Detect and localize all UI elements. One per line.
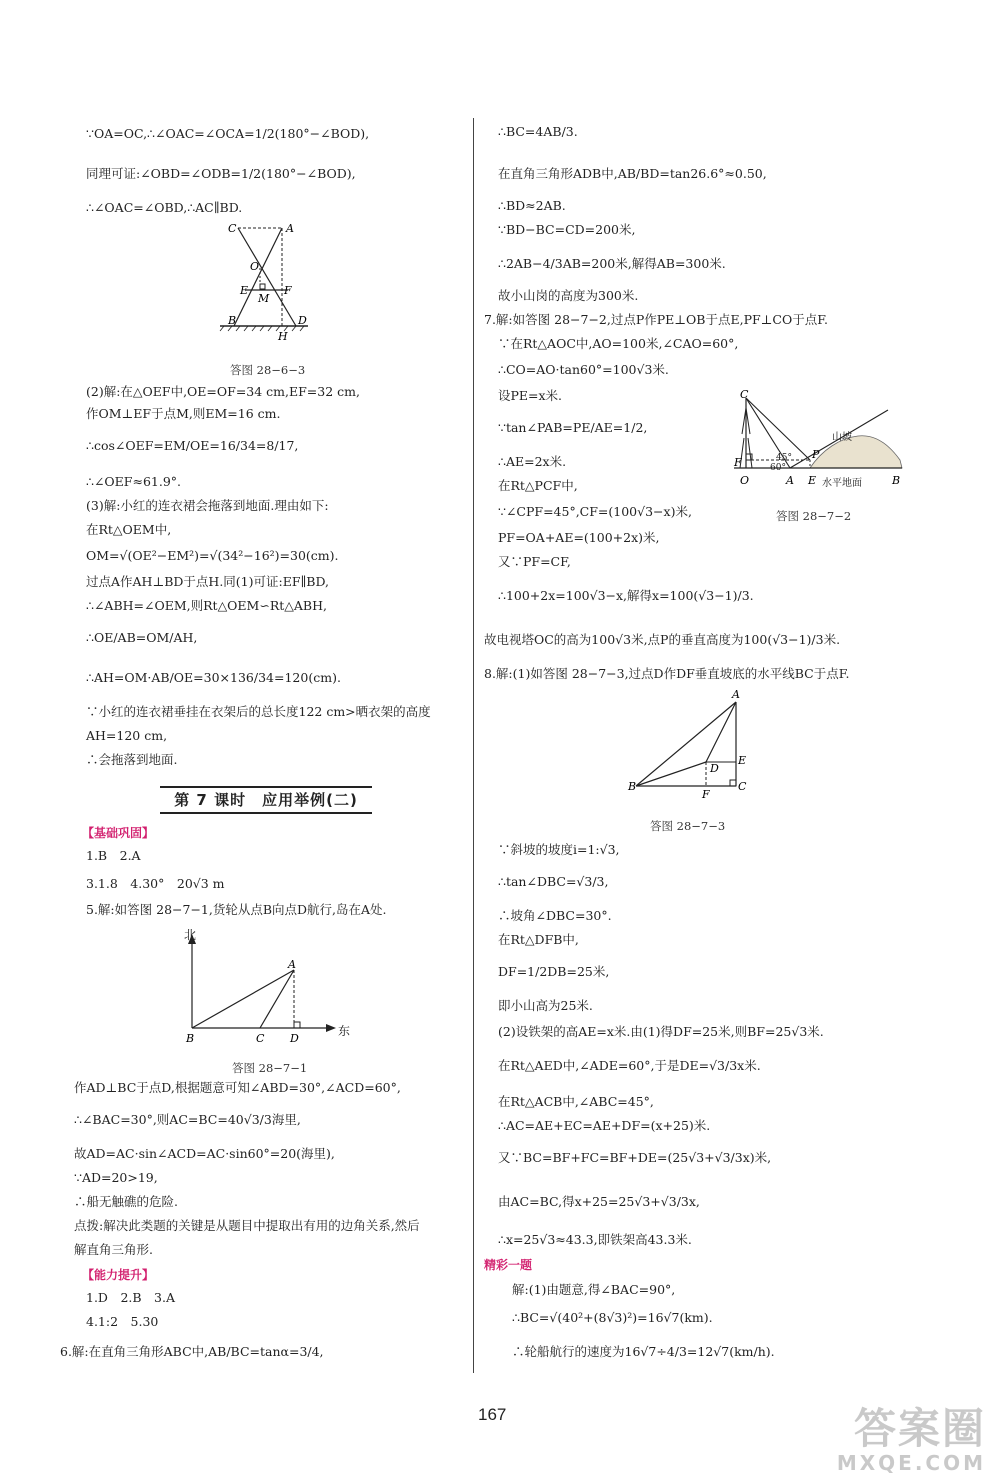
svg-text:H: H xyxy=(278,330,288,343)
svg-text:D: D xyxy=(290,1032,299,1045)
svg-text:M: M xyxy=(258,292,270,305)
text-line: ∴∠BAC=30°,则AC=BC=40√3/3海里, xyxy=(74,1112,301,1127)
text-line: 1.D 2.B 3.A xyxy=(86,1290,176,1305)
tag-ability: 【能力提升】 xyxy=(82,1268,155,1282)
svg-text:A: A xyxy=(732,688,740,701)
text-line: (3)解:小红的连衣裙会拖落到地面.理由如下: xyxy=(86,498,329,513)
text-line: 1.B 2.A xyxy=(86,848,141,863)
tag-highlight: 精彩一题 xyxy=(484,1258,533,1272)
text-line: ∵斜坡的坡度i=1:√3, xyxy=(498,842,620,857)
svg-text:D: D xyxy=(298,314,307,327)
figure-28-7-3 xyxy=(626,686,766,802)
text-line: 故电视塔OC的高为100√3米,点P的垂直高度为100(√3−1)/3米. xyxy=(484,632,841,647)
text-line: ∴会拖落到地面. xyxy=(86,752,178,767)
text-line: 故AD=AC·sin∠ACD=AC·sin60°=20(海里), xyxy=(74,1146,335,1161)
text-line: ∴x=25√3≈43.3,即铁架高43.3米. xyxy=(498,1232,692,1247)
text-line: 在Rt△AED中,∠ADE=60°,于是DE=√3/3x米. xyxy=(498,1058,761,1073)
svg-text:E: E xyxy=(738,754,747,767)
svg-text:D: D xyxy=(710,762,719,775)
ground-label: 水平地面 xyxy=(822,478,862,489)
text-line: 4.1:2 5.30 xyxy=(86,1314,159,1329)
text-line: 解直角三角形. xyxy=(74,1242,153,1257)
text-line: ∵∠CPF=45°,CF=(100√3−x)米, xyxy=(498,504,692,519)
text-line: ∴2AB−4/3AB=200米,解得AB=300米. xyxy=(498,256,726,271)
svg-text:A: A xyxy=(286,222,294,235)
text-line: (2)设铁架的高AE=x米.由(1)得DF=25米,则BF=25√3米. xyxy=(498,1024,824,1039)
svg-text:C: C xyxy=(228,222,237,235)
text-line: 作AD⊥BC于点D,根据题意可知∠ABD=30°,∠ACD=60°, xyxy=(74,1080,401,1095)
svg-text:B: B xyxy=(228,314,237,327)
watermark xyxy=(836,1404,986,1475)
text-line: ∴轮船航行的速度为16√7÷4/3=12√7(km/h). xyxy=(512,1344,775,1359)
text-line: 又∵PF=CF, xyxy=(498,554,571,569)
text-line: 解:(1)由题意,得∠BAC=90°, xyxy=(512,1282,676,1297)
section-title: 第 7 课时 应用举例(二) xyxy=(160,786,372,814)
text-line: 6.解:在直角三角形ABC中,AB/BC=tanα=3/4, xyxy=(60,1344,324,1359)
north-label: 北 xyxy=(184,928,197,942)
text-line: 在Rt△OEM中, xyxy=(86,522,172,537)
text-line: ∴∠OAC=∠OBD,∴AC∥BD. xyxy=(86,200,243,215)
text-line: ∴船无触礁的危险. xyxy=(74,1194,178,1209)
svg-text:O: O xyxy=(740,474,750,487)
svg-text:B: B xyxy=(186,1032,195,1045)
angle-60-label: 60° xyxy=(770,463,786,473)
figure-caption: 答图 28−6−3 xyxy=(230,363,306,377)
svg-text:B: B xyxy=(628,780,637,793)
figure-28-7-2 xyxy=(730,388,906,490)
svg-text:C: C xyxy=(740,388,749,401)
text-line: ∵AD=20>19, xyxy=(74,1170,158,1185)
text-line: 在Rt△DFB中, xyxy=(498,932,579,947)
text-line: OM=√(OE²−EM²)=√(34²−16²)=30(cm). xyxy=(86,548,339,563)
text-line: ∵tan∠PAB=PE/AE=1/2, xyxy=(498,420,648,435)
text-line: ∴AE=2x米. xyxy=(498,454,567,469)
svg-text:F: F xyxy=(284,284,292,297)
text-line: ∴tan∠DBC=√3/3, xyxy=(498,874,609,889)
svg-text:E: E xyxy=(240,284,249,297)
text-line: ∵BD−BC=CD=200米, xyxy=(498,222,636,237)
text-line: ∴AH=OM·AB/OE=30×136/34=120(cm). xyxy=(86,670,341,685)
svg-text:A: A xyxy=(288,958,296,971)
mountain-label: 山坡 xyxy=(832,432,852,443)
text-line: ∴BC=4AB/3. xyxy=(498,124,578,139)
text-line: ∵OA=OC,∴∠OAC=∠OCA=1/2(180°−∠BOD), xyxy=(86,126,370,141)
text-line: ∴∠OEF≈61.9°. xyxy=(86,474,182,489)
svg-text:F: F xyxy=(734,456,742,469)
text-line: ∴BD≈2AB. xyxy=(498,198,566,213)
watermark-logo: 答案圈 xyxy=(853,1404,986,1453)
text-line: ∵在Rt△AOC中,AO=100米,∠CAO=60°, xyxy=(498,336,739,351)
text-line: PF=OA+AE=(100+2x)米, xyxy=(498,530,660,545)
text-line: ∴cos∠OEF=EM/OE=16/34=8/17, xyxy=(86,438,299,453)
text-line: 5.解:如答图 28−7−1,货轮从点B向点D航行,岛在A处. xyxy=(86,902,387,917)
svg-text:C: C xyxy=(738,780,747,793)
figure-caption: 答图 28−7−3 xyxy=(650,819,726,833)
text-line: ∴AC=AE+EC=AE+DF=(x+25)米. xyxy=(498,1118,711,1133)
figure-28-6-3 xyxy=(210,218,330,346)
svg-text:E: E xyxy=(808,474,817,487)
svg-text:O: O xyxy=(250,260,260,273)
watermark-url: MXQE.COM xyxy=(836,1451,986,1475)
figure-caption: 答图 28−7−1 xyxy=(232,1061,308,1075)
column-divider xyxy=(473,118,474,1373)
page-number: 167 xyxy=(478,1405,507,1424)
text-line: 即小山高为25米. xyxy=(498,998,593,1013)
text-line: ∴∠ABH=∠OEM,则Rt△OEM∽Rt△ABH, xyxy=(86,598,327,613)
text-line: 又∵BC=BF+FC=BF+DE=(25√3+√3/3x)米, xyxy=(498,1150,772,1165)
text-line: ∴BC=√(40²+(8√3)²)=16√7(km). xyxy=(512,1310,713,1325)
text-line: 8.解:(1)如答图 28−7−3,过点D作DF垂直坡底的水平线BC于点F. xyxy=(484,666,850,681)
tag-basic: 【基础巩固】 xyxy=(82,826,155,840)
text-line: 过点A作AH⊥BD于点H.同(1)可证:EF∥BD, xyxy=(86,574,330,589)
text-line: AH=120 cm, xyxy=(86,728,168,743)
svg-text:P: P xyxy=(812,448,820,461)
text-line: 3.1.8 4.30° 20√3 m xyxy=(86,876,225,891)
text-line: 在Rt△ACB中,∠ABC=45°, xyxy=(498,1094,654,1109)
text-line: 设PE=x米. xyxy=(498,388,563,403)
text-line: 故小山岗的高度为300米. xyxy=(498,288,639,303)
svg-text:A: A xyxy=(786,474,794,487)
text-line: (2)解:在△OEF中,OE=OF=34 cm,EF=32 cm, xyxy=(86,384,360,399)
angle-45-label: 45° xyxy=(776,453,792,463)
text-line: 7.解:如答图 28−7−2,过点P作PE⊥OB于点E,PF⊥CO于点F. xyxy=(484,312,828,327)
text-line: 由AC=BC,得x+25=25√3+√3/3x, xyxy=(498,1194,700,1209)
figure-28-7-1 xyxy=(176,924,356,1050)
text-line: ∴OE/AB=OM/AH, xyxy=(86,630,198,645)
text-line: ∴100+2x=100√3−x,解得x=100(√3−1)/3. xyxy=(498,588,754,603)
figure-caption: 答图 28−7−2 xyxy=(776,509,852,523)
text-line: 在直角三角形ADB中,AB/BD=tan26.6°≈0.50, xyxy=(498,166,767,181)
text-line: 同理可证:∠OBD=∠ODB=1/2(180°−∠BOD), xyxy=(86,166,356,181)
text-line: DF=1/2DB=25米, xyxy=(498,964,610,979)
text-line: 作OM⊥EF于点M,则EM=16 cm. xyxy=(86,406,281,421)
text-line: 点拨:解决此类题的关键是从题目中提取出有用的边角关系,然后 xyxy=(74,1218,420,1233)
east-label: 东 xyxy=(338,1024,351,1038)
text-line: ∴坡角∠DBC=30°. xyxy=(498,908,612,923)
svg-text:F: F xyxy=(702,788,710,801)
text-line: 在Rt△PCF中, xyxy=(498,478,578,493)
svg-text:B: B xyxy=(892,474,901,487)
text-line: ∴CO=AO·tan60°=100√3米. xyxy=(498,362,669,377)
svg-text:C: C xyxy=(256,1032,265,1045)
text-line: ∵小红的连衣裙垂挂在衣架后的总长度122 cm>晒衣架的高度 xyxy=(86,704,431,719)
